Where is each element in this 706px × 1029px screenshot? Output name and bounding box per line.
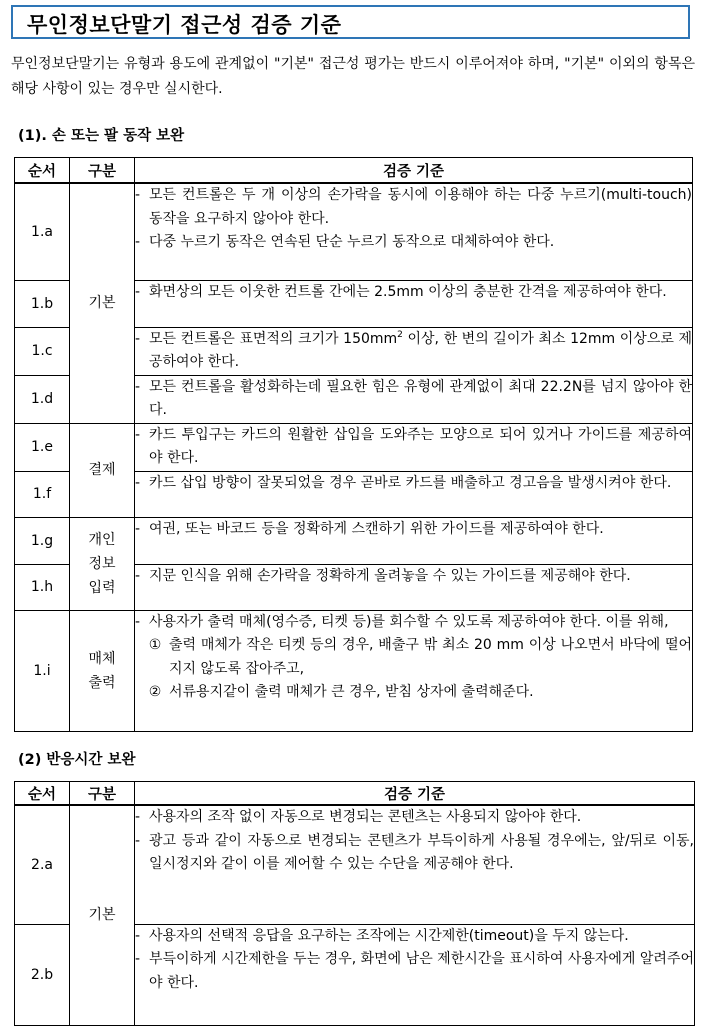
criteria-item: - 카드 삽입 방향이 잘못되었을 경우 곧바로 카드를 배출하고 경고음을 발생시켜야 한다. [135, 474, 672, 491]
table-row [15, 517, 693, 564]
criteria-item: - 다중 누르기 동작은 연속된 단순 누르기 동작으로 대체하여야 한다. [135, 234, 555, 250]
criteria-item: - 광고 등과 같이 자동으로 변경되는 콘텐츠가 부득이하게 사용될 경우에는, 앞/뒤로 이동, 일시정지와 같이 이를 제어할 수 있는 수단을 제공해야 한다. [135, 832, 694, 872]
section-heading-1: (1). 손 또는 팔 동작 보완 [18, 128, 185, 144]
header-no: 순서 [15, 158, 70, 184]
criteria-cell [135, 517, 693, 564]
header-criteria: 검증 기준 [135, 158, 693, 184]
criteria-item: - 사용자의 조작 없이 자동으로 변경되는 콘텐츠는 사용되지 않아야 한다. [135, 809, 582, 825]
row-number: 1.b [15, 280, 70, 327]
table-header-row [15, 782, 695, 806]
category-label: 결제 [88, 462, 116, 478]
row-number: 1.i [15, 610, 70, 731]
row-number: 1.c [15, 327, 70, 375]
header-category: 구분 [70, 158, 135, 184]
row-number: 2.b [15, 924, 70, 1025]
criteria-table-1 [14, 157, 693, 732]
criteria-subitem: ① 출력 매체가 작은 티켓 등의 경우, 배출구 밖 최소 20 mm 이상 나오면서 바닥에 떨어지지 않도록 잡아주고, [148, 637, 692, 677]
row-number: 1.f [15, 471, 70, 517]
criteria-item: - 화면상의 모든 이웃한 컨트롤 간에는 2.5mm 이상의 충분한 간격을 제공하여야 한다. [135, 283, 667, 300]
criteria-cell [135, 183, 693, 280]
criteria-cell [135, 423, 693, 471]
category-label: 매체 출력 [88, 650, 116, 691]
row-category [70, 610, 135, 731]
criteria-cell [135, 924, 695, 1025]
criteria-cell [135, 471, 693, 517]
row-number: 1.a [15, 183, 70, 280]
row-number: 1.h [15, 564, 70, 610]
category-label: 기본 [88, 907, 116, 924]
criteria-cell [135, 375, 693, 423]
document-title-box [11, 5, 690, 39]
section-heading-2: (2) 반응시간 보완 [18, 752, 136, 768]
header-criteria: 검증 기준 [135, 782, 695, 806]
criteria-item: - 모든 컨트롤을 활성화하는데 필요한 힘은 유형에 관계없이 최대 22.2N를 넘지 않아야 한다. [135, 378, 692, 418]
row-category [70, 183, 135, 423]
row-number: 2.a [15, 805, 70, 924]
row-category [70, 423, 135, 517]
criteria-item: - 사용자의 선택적 응답을 요구하는 조작에는 시간제한(timeout)을 두지 않는다. [135, 927, 629, 944]
document-title: 무인정보단말기 접근성 검증 기준 [27, 13, 342, 37]
category-label: 개인 정보 입력 [88, 531, 116, 596]
criteria-item: - 모든 컨트롤은 표면적의 크기가 $150mm^2$ 이상, 한 변의 길이가 최소 12mm 이상으로 제공하여야 한다. [135, 329, 692, 370]
header-category: 구분 [70, 782, 135, 806]
row-category [70, 517, 135, 610]
criteria-item: - 여권, 또는 바코드 등을 정확하게 스캔하기 위한 가이드를 제공하여야 한다. [135, 520, 604, 537]
criteria-cell [135, 610, 693, 731]
criteria-cell [135, 280, 693, 327]
table-row [15, 423, 693, 471]
table-row [15, 805, 695, 924]
criteria-table-2 [14, 781, 695, 1026]
intro-paragraph: 무인정보단말기는 유형과 용도에 관계없이 "기본" 접근성 평가는 반드시 이루어져야 하며, "기본" 이외의 항목은 해당 사항이 있는 경우만 실시한다. [11, 56, 695, 97]
criteria-subitem: ② 서류용지같이 출력 매체가 큰 경우, 받침 상자에 출력해준다. [148, 684, 534, 700]
table-header-row [15, 158, 693, 184]
criteria-item: - 부득이하게 시간제한을 두는 경우, 화면에 남은 제한시간을 표시하여 사용자에게 알려주어야 한다. [135, 951, 694, 991]
row-number: 1.e [15, 423, 70, 471]
row-category [70, 805, 135, 1025]
table-row [15, 183, 693, 280]
row-number: 1.g [15, 517, 70, 564]
criteria-item: - 지문 인식을 위해 손가락을 정확하게 올려놓을 수 있는 가이드를 제공해야 한다. [135, 567, 631, 584]
criteria-cell [135, 564, 693, 610]
criteria-cell [135, 327, 693, 375]
row-number: 1.d [15, 375, 70, 423]
criteria-item: - 카드 투입구는 카드의 원활한 삽입을 도와주는 모양으로 되어 있거나 가이드를 제공하여야 한다. [135, 426, 692, 466]
criteria-item: - 사용자가 출력 매체(영수증, 티켓 등)를 회수할 수 있도록 제공하여야 한다. 이를 위해, [135, 613, 669, 630]
category-label: 기본 [88, 295, 116, 312]
criteria-item: - 모든 컨트롤은 두 개 이상의 손가락을 동시에 이용해야 하는 다중 누르기(multi-touch) 동작을 요구하지 않아야 한다. [135, 187, 692, 227]
criteria-cell [135, 805, 695, 924]
table-row [15, 610, 693, 731]
header-no: 순서 [15, 782, 70, 806]
